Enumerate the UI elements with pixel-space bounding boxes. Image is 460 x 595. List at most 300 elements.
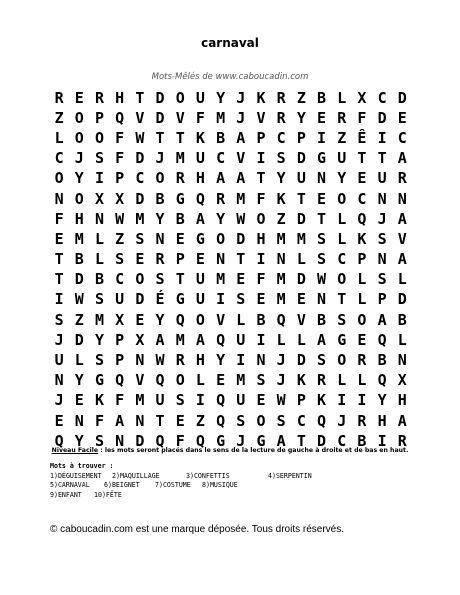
grid-letter: P [115,330,125,349]
grid-letter: S [377,229,387,248]
grid-letter: N [317,169,327,188]
grid-letter: U [115,290,125,309]
grid-letter: N [276,250,286,269]
grid-letter: E [357,330,367,349]
grid-letter: N [216,250,226,269]
grid-letter: A [377,310,387,329]
grid-letter: X [135,330,145,349]
grid-letter: F [357,108,367,127]
grid-letter: O [175,371,185,390]
grid-letter: E [195,250,205,269]
grid-letter: G [175,189,185,208]
grid-letter: T [175,270,185,289]
grid-letter: A [195,209,205,228]
grid-letter: M [175,330,185,349]
grid-letter: U [337,149,347,168]
grid-letter: R [357,351,367,370]
grid-letter: O [256,209,266,228]
grid-letter: S [94,351,104,370]
grid-letter: A [216,169,226,188]
grid-letter: W [155,351,165,370]
grid-letter: L [337,209,347,228]
grid-letter: N [135,351,145,370]
grid-letter: U [236,330,246,349]
grid-letter: G [195,229,205,248]
copyright-footer: © caboucadin.com est une marque déposée. Tous droits réservés. [50,524,345,535]
grid-letter: E [216,371,226,390]
grid-letter: C [296,411,306,430]
level-instructions [0,447,460,454]
grid-letter: O [74,189,84,208]
grid-letter: O [175,88,185,107]
grid-letter: S [155,270,165,289]
grid-letter: R [337,108,347,127]
grid-letter: R [155,250,165,269]
grid-letter: E [175,229,185,248]
grid-letter: E [74,391,84,410]
grid-letter: Y [94,330,104,349]
grid-letter: V [397,229,407,248]
grid-letter: I [236,351,246,370]
grid-letter: E [256,391,266,410]
grid-letter: S [377,270,387,289]
grid-letter: F [54,209,64,228]
grid-letter: N [54,189,64,208]
grid-letter: T [337,290,347,309]
grid-letter: Z [276,209,286,228]
grid-letter: V [216,310,226,329]
grid-letter: C [216,149,226,168]
grid-letter: M [216,270,226,289]
grid-letter: Z [74,310,84,329]
grid-letter: L [236,310,246,329]
grid-letter: B [155,189,165,208]
grid-letter: I [94,169,104,188]
grid-letter: U [195,290,205,309]
word-item: 3)CONFETTIS [186,471,230,480]
grid-letter: M [135,391,145,410]
grid-letter: Z [54,108,64,127]
grid-letter: A [397,149,407,168]
grid-letter: B [317,88,327,107]
grid-letter: E [397,108,407,127]
grid-letter: T [256,169,266,188]
grid-letter: N [256,351,266,370]
grid-letter: I [357,391,367,410]
grid-letter: S [276,149,286,168]
grid-letter: Z [296,88,306,107]
grid-letter: Y [337,169,347,188]
grid-letter: L [357,290,367,309]
level-label: Niveau Facile [51,447,99,454]
grid-letter: N [317,290,327,309]
grid-letter: E [54,229,64,248]
grid-letter: S [135,229,145,248]
grid-letter: P [296,391,306,410]
grid-letter: F [94,411,104,430]
grid-letter: T [54,270,64,289]
grid-letter: E [317,189,327,208]
grid-letter: P [94,108,104,127]
grid-letter: Q [216,411,226,430]
grid-letter: M [74,229,84,248]
grid-letter: A [276,431,286,450]
grid-letter: L [54,128,64,147]
grid-letter: C [337,250,347,269]
grid-letter: H [195,351,205,370]
grid-letter: Y [216,351,226,370]
grid-letter: M [276,290,286,309]
grid-letter: O [74,108,84,127]
grid-letter: E [74,88,84,107]
grid-letter: Z [115,229,125,248]
grid-letter: M [175,149,185,168]
grid-letter: I [195,391,205,410]
grid-letter: R [216,189,226,208]
grid-letter: U [195,88,205,107]
grid-letter: J [276,371,286,390]
word-list-title: Mots à trouver : [50,462,114,470]
puzzle-subtitle: Mots-Mêlés de www.caboucadin.com [151,72,309,82]
grid-letter: H [397,391,407,410]
grid-letter: V [256,108,266,127]
grid-letter: B [94,270,104,289]
grid-letter: P [115,351,125,370]
grid-letter: S [54,310,64,329]
grid-letter: U [195,270,205,289]
grid-letter: R [94,88,104,107]
word-row-3 [50,491,430,501]
grid-letter: T [175,128,185,147]
word-item: 6)BEIGNET [104,481,140,489]
grid-letter: N [397,189,407,208]
grid-letter: K [357,229,367,248]
grid-letter: T [54,250,64,269]
grid-letter: L [276,330,286,349]
grid-letter: C [135,169,145,188]
grid-letter: N [155,229,165,248]
grid-letter: A [155,330,165,349]
grid-letter: I [256,250,266,269]
grid-letter: H [256,229,266,248]
grid-letter: S [317,229,327,248]
grid-letter: T [155,411,165,430]
grid-letter: D [135,431,145,450]
grid-letter: S [276,411,286,430]
grid-letter: W [74,290,84,309]
grid-letter: U [296,169,306,188]
grid-letter: P [296,128,306,147]
grid-letter: A [317,330,327,349]
grid-letter: J [155,149,165,168]
grid-letter: Q [216,391,226,410]
grid-letter: C [377,88,387,107]
grid-letter: H [74,209,84,228]
grid-letter: S [236,411,246,430]
grid-letter: D [135,149,145,168]
grid-letter: Y [74,169,84,188]
grid-letter: A [397,411,407,430]
grid-letter: N [397,351,407,370]
grid-letter: F [115,391,125,410]
grid-letter: V [296,310,306,329]
grid-letter: F [175,431,185,450]
grid-letter: O [337,270,347,289]
grid-letter: X [115,189,125,208]
grid-letter: S [94,431,104,450]
grid-letter: Y [74,431,84,450]
grid-letter: M [135,209,145,228]
grid-letter: U [54,351,64,370]
grid-letter: P [357,250,367,269]
grid-letter: F [195,108,205,127]
grid-letter: P [256,128,266,147]
grid-letter: S [337,310,347,329]
grid-letter: D [74,330,84,349]
grid-letter: Q [175,310,185,329]
grid-letter: D [397,88,407,107]
grid-letter: E [256,290,266,309]
grid-letter: H [195,169,205,188]
grid-letter: Y [296,108,306,127]
grid-letter: V [236,149,246,168]
word-item: 4)SERPENTIN [268,471,312,480]
word-row-2 [50,481,430,491]
grid-letter: Q [357,209,367,228]
grid-letter: S [94,149,104,168]
grid-letter: A [236,169,246,188]
grid-letter: D [397,290,407,309]
grid-letter: R [397,169,407,188]
grid-letter: G [317,149,327,168]
grid-letter: R [397,431,407,450]
grid-letter: G [175,290,185,309]
grid-letter: T [377,149,387,168]
grid-letter: D [377,108,387,127]
grid-letter: J [54,391,64,410]
grid-letter: N [135,411,145,430]
grid-letter: E [175,411,185,430]
grid-letter: E [135,310,145,329]
grid-letter: Q [195,189,205,208]
grid-letter: G [216,431,226,450]
grid-letter: C [276,128,286,147]
grid-letter: W [135,128,145,147]
grid-letter: C [337,431,347,450]
grid-letter: D [296,149,306,168]
grid-letter: H [115,88,125,107]
grid-letter: M [216,108,226,127]
grid-letter: B [377,351,387,370]
grid-letter: O [195,310,205,329]
grid-letter: I [317,128,327,147]
grid-letter: P [115,169,125,188]
grid-letter: N [74,411,84,430]
grid-letter: L [296,250,306,269]
grid-letter: Ê [357,128,367,147]
grid-letter: U [236,391,246,410]
grid-letter: R [54,88,64,107]
grid-letter: Z [195,411,205,430]
grid-letter: I [256,149,266,168]
grid-letter: V [135,371,145,390]
grid-letter: Q [195,431,205,450]
grid-letter: Q [155,371,165,390]
grid-letter: A [397,209,407,228]
grid-letter: L [337,371,347,390]
grid-letter: R [276,88,286,107]
grid-letter: Q [216,330,226,349]
grid-letter: W [115,209,125,228]
grid-letter: G [94,371,104,390]
grid-letter: U [195,149,205,168]
letter-grid [49,88,412,451]
grid-letter: Q [115,108,125,127]
grid-letter: J [54,330,64,349]
grid-letter: Q [377,371,387,390]
grid-letter: M [236,371,246,390]
grid-letter: H [377,411,387,430]
grid-letter: N [94,209,104,228]
grid-letter: T [155,128,165,147]
grid-letter: B [397,310,407,329]
grid-letter: P [377,290,387,309]
grid-letter: Y [216,209,226,228]
grid-letter: N [54,371,64,390]
grid-letter: R [276,108,286,127]
grid-letter: C [357,189,367,208]
grid-letter: C [54,149,64,168]
word-item: 7)COSTUME [155,481,191,489]
grid-letter: L [397,330,407,349]
grid-letter: Y [155,310,165,329]
grid-letter: O [337,351,347,370]
grid-letter: M [276,229,286,248]
grid-letter: T [317,209,327,228]
grid-letter: I [256,330,266,349]
grid-letter: A [115,411,125,430]
grid-letter: N [377,189,387,208]
grid-letter: D [155,108,165,127]
grid-letter: I [216,290,226,309]
grid-letter: C [397,128,407,147]
grid-letter: O [337,189,347,208]
grid-letter: T [135,88,145,107]
grid-letter: Q [276,310,286,329]
grid-letter: T [296,431,306,450]
grid-letter: T [296,189,306,208]
word-item: 2)MAQUILLAGE [112,471,160,480]
grid-letter: X [94,189,104,208]
grid-letter: B [175,209,185,228]
grid-letter: C [115,270,125,289]
grid-letter: L [195,371,205,390]
grid-letter: R [317,371,327,390]
level-text: : les mots seront placés dans le sens de la lecture de gauche à droite et de bas en haut. [98,447,409,454]
grid-letter: J [236,431,246,450]
grid-letter: R [175,169,185,188]
grid-letter: D [135,189,145,208]
word-item: 9)ENFANT [50,490,82,499]
grid-letter: J [236,108,246,127]
grid-letter: W [236,209,246,228]
grid-letter: D [296,351,306,370]
grid-letter: I [54,290,64,309]
grid-letter: V [175,108,185,127]
grid-letter: T [357,149,367,168]
grid-letter: F [256,270,266,289]
grid-letter: D [296,209,306,228]
grid-letter: D [236,229,246,248]
grid-letter: X [397,371,407,390]
grid-letter: L [397,270,407,289]
grid-letter: E [317,108,327,127]
grid-letter: Q [377,330,387,349]
word-row-1 [50,472,430,482]
grid-letter: I [337,391,347,410]
word-item: 1)DÉGUISEMENT [50,471,102,480]
grid-letter: W [317,270,327,289]
grid-letter: K [276,189,286,208]
grid-letter: B [216,128,226,147]
grid-letter: B [74,250,84,269]
grid-letter: X [357,88,367,107]
grid-letter: J [337,411,347,430]
word-list [50,462,430,500]
word-item: 10)FÊTE [94,490,122,499]
grid-letter: O [54,169,64,188]
grid-letter: G [337,330,347,349]
word-item: 5)CARNAVAL [50,481,90,489]
grid-letter: D [317,431,327,450]
grid-letter: M [94,310,104,329]
grid-letter: B [357,431,367,450]
grid-letter: S [256,371,266,390]
grid-letter: K [317,391,327,410]
grid-letter: L [337,229,347,248]
grid-letter: D [74,270,84,289]
grid-letter: S [115,250,125,269]
grid-letter: N [115,431,125,450]
grid-letter: J [74,149,84,168]
grid-letter: Y [74,371,84,390]
grid-letter: Q [54,431,64,450]
grid-letter: Q [317,411,327,430]
grid-letter: I [377,431,387,450]
grid-letter: B [256,310,266,329]
grid-letter: A [236,128,246,147]
grid-letter: S [317,250,327,269]
grid-letter: K [195,128,205,147]
grid-letter: I [377,128,387,147]
grid-letter: L [94,250,104,269]
grid-letter: F [115,128,125,147]
grid-letter: M [276,270,286,289]
grid-letter: Q [115,371,125,390]
grid-letter: Y [216,88,226,107]
grid-letter: W [276,391,286,410]
grid-letter: L [94,229,104,248]
grid-letter: O [74,128,84,147]
grid-letter: V [135,108,145,127]
grid-letter: J [236,88,246,107]
grid-letter: M [236,189,246,208]
grid-letter: O [135,270,145,289]
grid-letter: L [74,351,84,370]
grid-letter: R [175,351,185,370]
grid-letter: Y [377,391,387,410]
grid-letter: T [236,250,246,269]
